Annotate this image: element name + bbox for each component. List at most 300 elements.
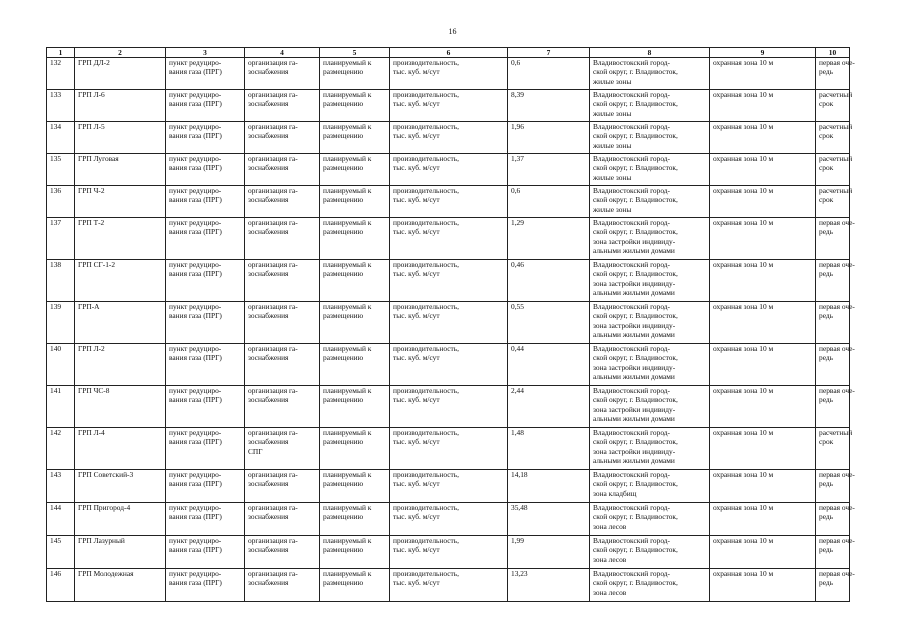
facility-type-line: вания газа (ПРГ) xyxy=(169,395,222,405)
facility-type-cell xyxy=(166,58,245,90)
facility-type-line: пункт редуциро- xyxy=(169,302,222,311)
facility-location-line: Владивостокский город- xyxy=(593,302,671,311)
facility-purpose-line: организация га- xyxy=(248,186,298,195)
facility-name-cell: ГРП СГ-1-2 xyxy=(75,260,166,302)
implementation-stage-line: расчетный xyxy=(819,186,853,195)
implementation-stage-cell xyxy=(816,386,855,428)
facility-location-line: альными жилыми домами xyxy=(593,330,675,340)
facility-purpose-line: зоснабжения xyxy=(248,353,289,363)
facility-status-cell xyxy=(320,428,390,470)
facility-location-line: зона лесов xyxy=(593,587,627,597)
facility-status-line: размещению xyxy=(323,512,364,522)
facility-type-line: вания газа (ПРГ) xyxy=(169,578,222,588)
facility-purpose-cell xyxy=(245,428,320,470)
facility-type-line: вания газа (ПРГ) xyxy=(169,99,222,109)
facility-location-cell xyxy=(590,536,710,569)
capacity-parameter-line: тыс. куб. м/сут xyxy=(393,67,440,77)
facility-location-line: зона застройки индивиду- xyxy=(593,320,676,330)
facility-name-cell: ГРП-А xyxy=(75,302,166,344)
facility-name-cell: ГРП ДЛ-2 xyxy=(75,58,166,90)
facility-location-cell xyxy=(590,302,710,344)
facility-type-line: пункт редуциро- xyxy=(169,569,222,578)
capacity-value-cell: 0,46 xyxy=(508,260,590,302)
facility-name-cell: ГРП Л-2 xyxy=(75,344,166,386)
facility-purpose-line: организация га- xyxy=(248,503,298,512)
facility-location-cell xyxy=(590,90,710,122)
facility-name-cell: ГРП Ч-2 xyxy=(75,186,166,218)
facility-status-line: размещению xyxy=(323,269,364,279)
implementation-stage-line: редь xyxy=(819,67,834,77)
facility-status-line: размещению xyxy=(323,131,364,141)
facility-purpose-line: организация га- xyxy=(248,536,298,545)
facility-purpose-line: зоснабжения xyxy=(248,67,289,77)
header-cell: 8 xyxy=(590,48,710,58)
facility-location-cell xyxy=(590,386,710,428)
facility-location-line: жилые зоны xyxy=(593,204,632,214)
facility-location-line: Владивостокский город- xyxy=(593,90,671,99)
facility-status-cell xyxy=(320,302,390,344)
facility-type-line: пункт редуциро- xyxy=(169,428,222,437)
capacity-parameter-cell xyxy=(390,569,508,602)
capacity-parameter-cell xyxy=(390,90,508,122)
capacity-parameter-line: производительность, xyxy=(393,154,459,163)
facility-type-line: пункт редуциро- xyxy=(169,470,222,479)
facility-status-line: размещению xyxy=(323,67,364,77)
row-number-cell: 133 xyxy=(47,90,75,122)
facility-status-line: размещению xyxy=(323,545,364,555)
table-row xyxy=(47,260,850,302)
facility-location-line: ской округ, г. Владивосток, xyxy=(593,99,678,109)
capacity-parameter-cell xyxy=(390,186,508,218)
table-row xyxy=(47,344,850,386)
facility-location-line: Владивостокский город- xyxy=(593,344,671,353)
facility-type-line: пункт редуциро- xyxy=(169,503,222,512)
table-row xyxy=(47,386,850,428)
facility-location-line: Владивостокский город- xyxy=(593,569,671,578)
facility-location-line: ской округ, г. Владивосток, xyxy=(593,353,678,363)
facility-type-cell xyxy=(166,470,245,503)
implementation-stage-line: редь xyxy=(819,545,834,555)
protection-zone-cell: охранная зона 10 м xyxy=(710,218,816,260)
facility-purpose-line: зоснабжения xyxy=(248,227,289,237)
facility-location-line: Владивостокский город- xyxy=(593,154,671,163)
facility-location-cell xyxy=(590,154,710,186)
facility-type-cell xyxy=(166,122,245,154)
implementation-stage-line: первая оче- xyxy=(819,503,855,512)
facility-name-cell: ГРП Т-2 xyxy=(75,218,166,260)
header-cell: 4 xyxy=(245,48,320,58)
capacity-parameter-line: производительность, xyxy=(393,569,459,578)
facility-status-cell xyxy=(320,536,390,569)
facility-type-cell xyxy=(166,386,245,428)
protection-zone-cell: охранная зона 10 м xyxy=(710,569,816,602)
facility-status-line: планируемый к xyxy=(323,428,372,437)
facility-type-line: вания газа (ПРГ) xyxy=(169,195,222,205)
header-row xyxy=(47,48,850,58)
facility-status-line: планируемый к xyxy=(323,90,372,99)
facility-purpose-cell xyxy=(245,344,320,386)
facility-location-cell xyxy=(590,218,710,260)
implementation-stage-line: срок xyxy=(819,195,834,205)
capacity-parameter-line: тыс. куб. м/сут xyxy=(393,578,440,588)
facility-name-cell: ГРП Луговая xyxy=(75,154,166,186)
row-number-cell: 134 xyxy=(47,122,75,154)
facility-location-cell xyxy=(590,186,710,218)
protection-zone-cell: охранная зона 10 м xyxy=(710,428,816,470)
table-row xyxy=(47,536,850,569)
implementation-stage-cell xyxy=(816,302,855,344)
implementation-stage-line: первая оче- xyxy=(819,470,855,479)
facility-purpose-line: организация га- xyxy=(248,90,298,99)
capacity-value-cell: 1,99 xyxy=(508,536,590,569)
facility-location-line: ской округ, г. Владивосток, xyxy=(593,512,678,522)
facility-purpose-line: СПГ xyxy=(248,446,263,456)
implementation-stage-cell xyxy=(816,218,855,260)
facility-purpose-line: организация га- xyxy=(248,470,298,479)
facility-location-line: Владивостокский город- xyxy=(593,122,671,131)
facility-type-line: пункт редуциро- xyxy=(169,154,222,163)
facility-purpose-line: зоснабжения xyxy=(248,195,289,205)
facility-type-line: вания газа (ПРГ) xyxy=(169,67,222,77)
capacity-parameter-line: производительность, xyxy=(393,536,459,545)
protection-zone-cell: охранная зона 10 м xyxy=(710,386,816,428)
facility-status-cell xyxy=(320,58,390,90)
facility-type-line: пункт редуциро- xyxy=(169,122,222,131)
capacity-parameter-cell xyxy=(390,428,508,470)
protection-zone-cell: охранная зона 10 м xyxy=(710,260,816,302)
table-row xyxy=(47,302,850,344)
facility-status-cell xyxy=(320,569,390,602)
facility-purpose-line: организация га- xyxy=(248,122,298,131)
implementation-stage-line: расчетный xyxy=(819,122,853,131)
facility-status-line: размещению xyxy=(323,227,364,237)
implementation-stage-line: редь xyxy=(819,479,834,489)
facility-status-line: планируемый к xyxy=(323,260,372,269)
table-row xyxy=(47,470,850,503)
facility-purpose-line: зоснабжения xyxy=(248,578,289,588)
facility-location-line: ской округ, г. Владивосток, xyxy=(593,479,678,489)
facility-location-line: зона застройки индивиду- xyxy=(593,236,676,246)
facility-location-cell xyxy=(590,503,710,536)
facilities-table xyxy=(46,47,855,602)
facility-purpose-cell xyxy=(245,58,320,90)
facility-type-cell xyxy=(166,569,245,602)
facility-status-line: планируемый к xyxy=(323,122,372,131)
facility-name-cell: ГРП Пригород-4 xyxy=(75,503,166,536)
facility-type-line: вания газа (ПРГ) xyxy=(169,163,222,173)
facility-location-line: ской округ, г. Владивосток, xyxy=(593,311,678,321)
facility-status-cell xyxy=(320,122,390,154)
facility-location-line: Владивостокский город- xyxy=(593,58,671,67)
header-cell: 3 xyxy=(166,48,245,58)
facility-name-cell: ГРП Л-4 xyxy=(75,428,166,470)
facility-location-line: зона лесов xyxy=(593,521,627,531)
implementation-stage-cell xyxy=(816,569,855,602)
facility-name-cell: ГРП ЧС-8 xyxy=(75,386,166,428)
table-row xyxy=(47,90,850,122)
capacity-parameter-line: тыс. куб. м/сут xyxy=(393,99,440,109)
facility-type-line: пункт редуциро- xyxy=(169,218,222,227)
facility-location-cell xyxy=(590,260,710,302)
row-number-cell: 144 xyxy=(47,503,75,536)
facility-purpose-cell xyxy=(245,386,320,428)
facility-type-line: пункт редуциро- xyxy=(169,186,222,195)
facility-status-line: планируемый к xyxy=(323,58,372,67)
capacity-value-cell: 0,55 xyxy=(508,302,590,344)
facility-location-line: зона кладбищ xyxy=(593,488,637,498)
facility-status-line: размещению xyxy=(323,479,364,489)
protection-zone-cell: охранная зона 10 м xyxy=(710,344,816,386)
facility-status-cell xyxy=(320,470,390,503)
facility-type-cell xyxy=(166,218,245,260)
implementation-stage-line: срок xyxy=(819,99,834,109)
implementation-stage-line: редь xyxy=(819,311,834,321)
table-row xyxy=(47,186,850,218)
table-row xyxy=(47,122,850,154)
implementation-stage-line: первая оче- xyxy=(819,260,855,269)
capacity-parameter-cell xyxy=(390,122,508,154)
facility-location-line: ской округ, г. Владивосток, xyxy=(593,163,678,173)
capacity-parameter-line: тыс. куб. м/сут xyxy=(393,512,440,522)
facility-location-line: ской округ, г. Владивосток, xyxy=(593,227,678,237)
protection-zone-cell: охранная зона 10 м xyxy=(710,302,816,344)
facility-status-cell xyxy=(320,503,390,536)
facility-type-line: вания газа (ПРГ) xyxy=(169,545,222,555)
facility-name-cell: ГРП Советский-3 xyxy=(75,470,166,503)
capacity-value-cell: 2,44 xyxy=(508,386,590,428)
capacity-parameter-line: производительность, xyxy=(393,503,459,512)
table-row xyxy=(47,503,850,536)
facility-type-line: пункт редуциро- xyxy=(169,58,222,67)
implementation-stage-line: редь xyxy=(819,512,834,522)
implementation-stage-cell xyxy=(816,344,855,386)
protection-zone-cell: охранная зона 10 м xyxy=(710,58,816,90)
facility-status-cell xyxy=(320,218,390,260)
header-cell: 2 xyxy=(75,48,166,58)
header-cell: 9 xyxy=(710,48,816,58)
facility-type-line: пункт редуциро- xyxy=(169,260,222,269)
capacity-parameter-line: производительность, xyxy=(393,428,459,437)
facility-status-cell xyxy=(320,154,390,186)
facility-status-line: планируемый к xyxy=(323,186,372,195)
facility-type-cell xyxy=(166,260,245,302)
facility-location-line: Владивостокский город- xyxy=(593,260,671,269)
facility-location-line: Владивостокский город- xyxy=(593,186,671,195)
capacity-parameter-cell xyxy=(390,260,508,302)
facility-purpose-line: зоснабжения xyxy=(248,545,289,555)
row-number-cell: 143 xyxy=(47,470,75,503)
facility-location-line: ской округ, г. Владивосток, xyxy=(593,67,678,77)
facility-status-line: планируемый к xyxy=(323,154,372,163)
capacity-parameter-line: тыс. куб. м/сут xyxy=(393,227,440,237)
facility-location-line: Владивостокский город- xyxy=(593,386,671,395)
facility-purpose-cell xyxy=(245,260,320,302)
facility-location-cell xyxy=(590,569,710,602)
facility-location-line: зона застройки индивиду- xyxy=(593,362,676,372)
capacity-parameter-line: производительность, xyxy=(393,58,459,67)
protection-zone-cell: охранная зона 10 м xyxy=(710,470,816,503)
capacity-value-cell: 0,44 xyxy=(508,344,590,386)
implementation-stage-line: первая оче- xyxy=(819,386,855,395)
facility-location-line: альными жилыми домами xyxy=(593,456,675,466)
implementation-stage-line: редь xyxy=(819,227,834,237)
facility-location-line: зона застройки индивиду- xyxy=(593,278,676,288)
implementation-stage-line: расчетный xyxy=(819,428,853,437)
capacity-value-cell: 0,6 xyxy=(508,58,590,90)
facility-location-line: ской округ, г. Владивосток, xyxy=(593,395,678,405)
capacity-parameter-line: тыс. куб. м/сут xyxy=(393,545,440,555)
facility-location-line: ской округ, г. Владивосток, xyxy=(593,545,678,555)
facility-status-cell xyxy=(320,344,390,386)
facility-status-line: размещению xyxy=(323,163,364,173)
protection-zone-cell: охранная зона 10 м xyxy=(710,154,816,186)
capacity-value-cell: 1,96 xyxy=(508,122,590,154)
facility-type-line: пункт редуциро- xyxy=(169,90,222,99)
facility-purpose-line: зоснабжения xyxy=(248,269,289,279)
facility-location-cell xyxy=(590,470,710,503)
facility-status-line: планируемый к xyxy=(323,302,372,311)
capacity-value-cell: 14,18 xyxy=(508,470,590,503)
facility-status-line: размещению xyxy=(323,395,364,405)
facility-purpose-line: организация га- xyxy=(248,386,298,395)
facility-location-line: Владивостокский город- xyxy=(593,428,671,437)
facility-type-line: пункт редуциро- xyxy=(169,386,222,395)
facility-purpose-line: зоснабжения xyxy=(248,395,289,405)
row-number-cell: 135 xyxy=(47,154,75,186)
row-number-cell: 146 xyxy=(47,569,75,602)
row-number-cell: 136 xyxy=(47,186,75,218)
row-number-cell: 140 xyxy=(47,344,75,386)
header-cell: 7 xyxy=(508,48,590,58)
facility-type-line: вания газа (ПРГ) xyxy=(169,353,222,363)
protection-zone-cell: охранная зона 10 м xyxy=(710,186,816,218)
capacity-parameter-line: производительность, xyxy=(393,122,459,131)
header-cell: 5 xyxy=(320,48,390,58)
facility-location-line: ской округ, г. Владивосток, xyxy=(593,131,678,141)
facility-purpose-line: организация га- xyxy=(248,58,298,67)
facility-purpose-line: зоснабжения xyxy=(248,163,289,173)
implementation-stage-cell xyxy=(816,536,855,569)
facility-purpose-line: зоснабжения xyxy=(248,99,289,109)
row-number-cell: 142 xyxy=(47,428,75,470)
facility-purpose-line: организация га- xyxy=(248,569,298,578)
capacity-parameter-line: производительность, xyxy=(393,470,459,479)
implementation-stage-cell xyxy=(816,122,853,154)
facility-status-line: размещению xyxy=(323,311,364,321)
table-row xyxy=(47,428,850,470)
facility-name-cell: ГРП Молодежная xyxy=(75,569,166,602)
facility-type-cell xyxy=(166,536,245,569)
capacity-parameter-line: тыс. куб. м/сут xyxy=(393,395,440,405)
facility-purpose-line: зоснабжения xyxy=(248,479,289,489)
capacity-parameter-line: производительность, xyxy=(393,260,459,269)
table-row xyxy=(47,569,850,602)
header-cell: 6 xyxy=(390,48,508,58)
capacity-parameter-line: производительность, xyxy=(393,386,459,395)
row-number-cell: 145 xyxy=(47,536,75,569)
capacity-value-cell: 8,39 xyxy=(508,90,590,122)
facility-location-line: альными жилыми домами xyxy=(593,414,675,424)
protection-zone-cell: охранная зона 10 м xyxy=(710,122,816,154)
capacity-parameter-cell xyxy=(390,302,508,344)
facility-name-cell: ГРП Л-6 xyxy=(75,90,166,122)
facility-purpose-line: организация га- xyxy=(248,302,298,311)
implementation-stage-line: редь xyxy=(819,353,834,363)
facility-location-line: Владивостокский город- xyxy=(593,470,671,479)
capacity-parameter-cell xyxy=(390,344,508,386)
facility-purpose-cell xyxy=(245,470,320,503)
facility-location-cell xyxy=(590,58,710,90)
facility-status-line: размещению xyxy=(323,437,364,447)
protection-zone-cell: охранная зона 10 м xyxy=(710,90,816,122)
table-row xyxy=(47,154,850,186)
facility-status-line: планируемый к xyxy=(323,536,372,545)
facility-purpose-cell xyxy=(245,503,320,536)
capacity-value-cell: 0,6 xyxy=(508,186,590,218)
facility-purpose-line: организация га- xyxy=(248,154,298,163)
capacity-parameter-line: тыс. куб. м/сут xyxy=(393,437,440,447)
implementation-stage-line: первая оче- xyxy=(819,218,855,227)
facility-type-line: вания газа (ПРГ) xyxy=(169,269,222,279)
row-number-cell: 139 xyxy=(47,302,75,344)
implementation-stage-line: расчетный xyxy=(819,90,853,99)
implementation-stage-line: первая оче- xyxy=(819,58,855,67)
capacity-value-cell: 13,23 xyxy=(508,569,590,602)
capacity-parameter-line: тыс. куб. м/сут xyxy=(393,269,440,279)
table-row xyxy=(47,58,850,90)
facility-purpose-line: организация га- xyxy=(248,260,298,269)
facility-purpose-line: зоснабжения xyxy=(248,437,289,447)
header-cell: 10 xyxy=(816,48,850,58)
capacity-parameter-line: тыс. куб. м/сут xyxy=(393,195,440,205)
capacity-parameter-cell xyxy=(390,503,508,536)
facility-status-line: размещению xyxy=(323,99,364,109)
facility-type-line: вания газа (ПРГ) xyxy=(169,437,222,447)
facility-purpose-cell xyxy=(245,122,320,154)
facility-location-line: жилые зоны xyxy=(593,108,632,118)
facility-location-cell xyxy=(590,428,710,470)
row-number-cell: 141 xyxy=(47,386,75,428)
facility-type-line: вания газа (ПРГ) xyxy=(169,479,222,489)
facility-location-line: ской округ, г. Владивосток, xyxy=(593,195,678,205)
facility-location-line: зона застройки индивиду- xyxy=(593,404,676,414)
facility-type-line: вания газа (ПРГ) xyxy=(169,227,222,237)
capacity-value-cell: 35,48 xyxy=(508,503,590,536)
facility-status-line: планируемый к xyxy=(323,470,372,479)
implementation-stage-line: редь xyxy=(819,578,834,588)
implementation-stage-cell xyxy=(816,428,853,470)
page-number: 16 xyxy=(448,27,457,36)
facility-type-line: пункт редуциро- xyxy=(169,344,222,353)
facility-purpose-cell xyxy=(245,569,320,602)
facility-type-cell xyxy=(166,428,245,470)
facility-location-line: альными жилыми домами xyxy=(593,288,675,298)
facility-location-line: жилые зоны xyxy=(593,76,632,86)
facility-purpose-line: зоснабжения xyxy=(248,512,289,522)
facility-purpose-line: организация га- xyxy=(248,218,298,227)
capacity-parameter-line: производительность, xyxy=(393,344,459,353)
facility-status-line: планируемый к xyxy=(323,344,372,353)
capacity-parameter-line: производительность, xyxy=(393,90,459,99)
capacity-value-cell: 1,37 xyxy=(508,154,590,186)
facility-status-line: планируемый к xyxy=(323,218,372,227)
implementation-stage-line: редь xyxy=(819,269,834,279)
facility-location-line: альными жилыми домами xyxy=(593,246,675,256)
facility-purpose-cell xyxy=(245,218,320,260)
table-row xyxy=(47,218,850,260)
facility-location-line: Владивостокский город- xyxy=(593,218,671,227)
capacity-parameter-cell xyxy=(390,218,508,260)
